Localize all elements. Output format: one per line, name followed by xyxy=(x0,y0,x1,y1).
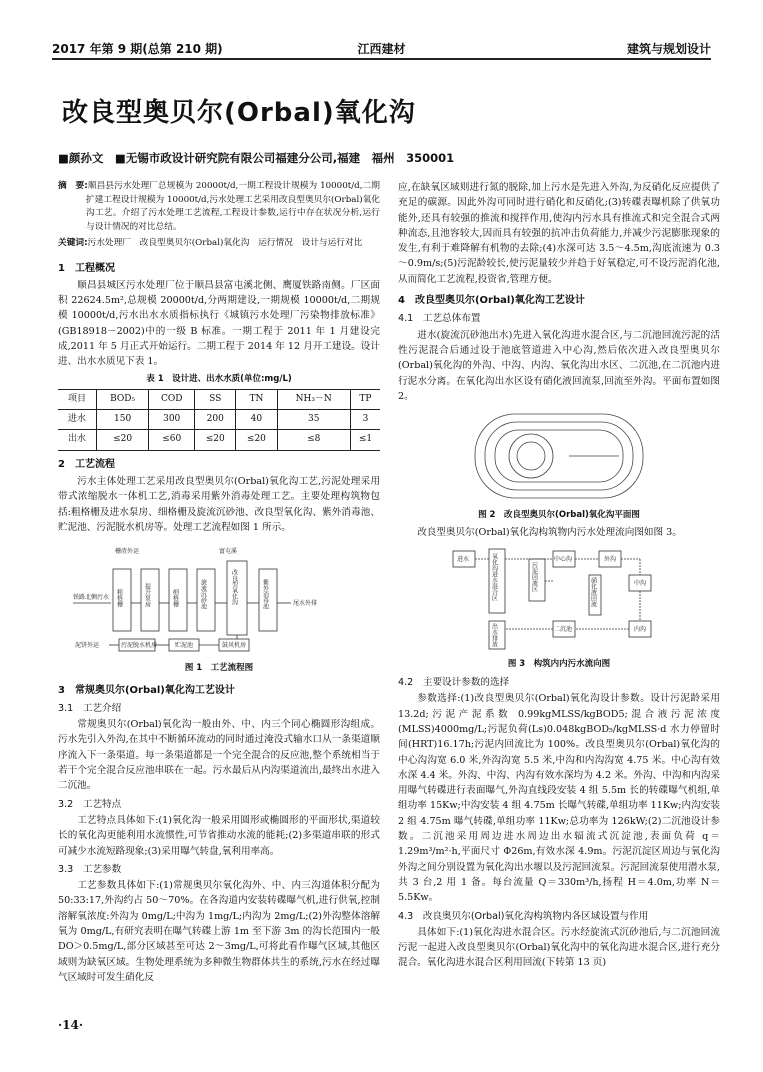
table-header-cell: TP xyxy=(350,389,380,409)
keywords-text: 污水处理厂 改良型奥贝尔(Orbal)氧化沟 运行情况 设计与运行对比 xyxy=(87,238,363,248)
section-1-heading: 1 工程概况 xyxy=(58,262,115,274)
flow-direction-figure xyxy=(449,545,669,653)
section-name: 建筑与规划设计 xyxy=(626,42,711,56)
table-cell: ≤60 xyxy=(149,430,195,450)
table-header-cell: SS xyxy=(195,389,236,409)
flow-box-label: 改良型氧化沟 xyxy=(230,569,238,606)
table-row xyxy=(58,430,380,450)
table-cell: ≤20 xyxy=(236,430,277,450)
abstract-label: 摘 要: xyxy=(58,181,88,191)
section-4-3-heading: 4.3 改良奥贝尔(Orbal)氧化沟构筑物内各区域设置与作用 xyxy=(398,910,649,922)
section-3-3-heading: 3.3 工艺参数 xyxy=(58,863,122,875)
flow-box-label: 细格栅 xyxy=(171,589,179,608)
keywords-label: 关键词: xyxy=(58,238,88,248)
table-header-cell: 项目 xyxy=(58,389,96,409)
flow-node-label: 二沉池 xyxy=(554,625,573,633)
table-cell: 150 xyxy=(96,410,148,430)
table-row xyxy=(58,410,380,430)
flow-node-label: 污泥回流区 xyxy=(530,561,538,592)
flow-box-label: 旋流沉砂池 xyxy=(199,579,207,610)
section-4-2-text: 参数选择:(1)改良型奥贝尔(Orbal)氧化沟设计参数。设计污泥龄采用 13.2d;污泥产泥系数 0.99kgMLSS/kgBOD5;混合液污泥浓度(MLSS)4000mg/L;污泥负荷(Ls)0.048kgBOD₅/kgMLSS·d 水力停留时间(HRT)16.17h;污泥内回流比为 100%。改良型奥贝尔(Orbal)氧化沟的中心沟沟宽 6.0 米,外沟沟宽 5.5 米,中沟和内沟沟宽 4.75 米。中心沟有效水深 4.4 米。外沟、中沟、内沟有效水深均为 4.2 米。外沟、中沟和内沟采用曝气转碟进行表面曝气,外沟直线段安装 4 组 5.5m 长的转碟曝气机组,单组功率 15Kw;中沟安装 4 组 4.75m 长曝气转碟,单组功率 11Kw;内沟安装 2 组 4.75m 曝气转碟,单组功率 11Kw;总功率为 126kW;(2)二沉池设计参数。二沉池采用周边进水周边出水辐流式沉淀池,表面负荷 q＝1.29m³/m²·h,平面尺寸 Φ26m,有效水深 4.9m。污泥沉淀区周边与氧化沟外沟之间分别设置为氧化沟出水堰以及污泥回流泵。污泥回流泵使用潜水泵,共 3 台,2 用 1 备。每台流量 Q＝330m³/h,扬程 H＝4.0m,功率 N＝5.5Kw。 xyxy=(398,693,720,904)
flow-node-label: 中心沟 xyxy=(554,555,573,563)
abstract-text: 顺昌县污水处理厂总规模为 20000t/d,一期工程设计规模为 10000t/d,二期扩建工程设计规模为 10000t/d,污水处理工艺采用改良型奥贝尔(Orbal)氧化沟工艺。介绍了污水处理工艺流程,工程设计参数,运行中存在状况分析,运行与设计情况的对比总结。 xyxy=(86,181,380,232)
section-3-3-text: 工艺参数具体如下:(1)常规奥贝尔氧化沟外、中、内三沟道体积分配为 50:33:17,外沟约占 50～70%。在各沟道内安装转碟曝气机,进行供氧,控制溶解氧浓度:外沟为 0mg/L;中沟为 1mg/L;内沟为 2mg/L;(2)外沟整体溶解氧为 0mg/L,有研究表明在曝气转碟上游 1m 至下游 3m 的沟长范围内一般 DO＞0.5mg/L,部分区域甚至可达 2～3mg/L,可将此看作曝气区域,其他区域则为缺氧区域。生物处理系统为多种微生物群体共生的系统,污水在经过曝气区域时可发生硝化反 xyxy=(58,880,380,983)
figure-3-intro: 改良型奥贝尔(Orbal)氧化沟构筑物内污水处理流向图如图 3。 xyxy=(417,527,682,539)
flow-node-label: 中沟 xyxy=(634,579,647,587)
section-3-3-continued: 应,在缺氧区域则进行氮的脱除,加上污水是先进入外沟,为反硝化反应提供了充足的碳源。因此外沟可同时进行硝化和反硝化;(3)转碟表曝机除了供氧功能外,还具有较强的推流和搅拌作用,使沟内污水具有推流式和完全混合式两种流态,且池容较大,因而具有较强的抗冲击负荷能力,并减少污泥膨胀现象的发生,有利于难降解有机物的去除;(4)水深可达 3.5～4.5m,沟底流速为 0.3～0.9m/s;(5)污泥龄较长,使污泥量较少并趋于好氧稳定,可不设污泥消化池,从而简化工艺流程,投资省,管理方便。 xyxy=(398,182,720,285)
flow-node-label: 内沟 xyxy=(634,625,647,633)
flow-box-label: 贮泥池 xyxy=(175,642,194,650)
flow-label-cake: 泥饼外运 xyxy=(75,642,100,650)
section-4-2-heading: 4.2 主要设计参数的选择 xyxy=(398,677,510,689)
table-header-cell: TN xyxy=(236,389,277,409)
flow-label-in: 铁路北侧污水 xyxy=(73,594,110,602)
table-1 xyxy=(58,389,380,451)
section-3-heading: 3 常规奥贝尔(Orbal)氧化沟工艺设计 xyxy=(58,684,235,696)
flow-box-label: 粗格栅 xyxy=(115,589,123,608)
flow-node-label: 出水排放 xyxy=(490,622,498,647)
flow-box-label: 紫外消毒池 xyxy=(261,579,269,610)
table-cell: 200 xyxy=(195,410,236,430)
section-3-2-heading: 3.2 工艺特点 xyxy=(58,798,122,810)
keywords xyxy=(58,237,380,251)
section-3-2-text: 工艺特点具体如下:(1)氧化沟一般采用圆形或椭圆形的平面形状,渠道较长的氧化沟更能利用水流惯性,可节省推动水流的能耗;(2)多渠道串联的形式可减少水流短路现象;(3)采用曝气转盘,氧利用率高。 xyxy=(58,814,380,857)
flow-node-label: 外沟 xyxy=(604,555,617,563)
ditch-plan-figure xyxy=(469,408,649,504)
table-header-cell: COD xyxy=(149,389,195,409)
author-line: ■颜孙文 ■无锡市政设计研究院有限公司福建分公司,福建 福州 350001 xyxy=(58,151,455,165)
table-cell: ≤1 xyxy=(350,430,380,450)
article-title: 改良型奥贝尔(Orbal)氧化沟 xyxy=(62,98,416,128)
right-column xyxy=(398,180,720,971)
clarifier-circle xyxy=(509,434,553,478)
journal-name: 江西建材 xyxy=(357,42,406,56)
running-header xyxy=(52,36,711,58)
section-4-1-heading: 4.1 工艺总体布置 xyxy=(398,313,481,325)
left-column xyxy=(58,180,380,985)
flow-box-label: 鼓风机房 xyxy=(222,642,247,650)
section-2-heading: 2 工艺流程 xyxy=(58,458,115,470)
table-cell: ≤8 xyxy=(277,430,350,450)
page-number: ·14· xyxy=(58,1018,84,1032)
table-cell: 进水 xyxy=(58,410,96,430)
flow-label-screenings: 栅渣外运 xyxy=(115,548,140,556)
section-4-1-text: 进水(旋流沉砂池出水)先进入氧化沟进水混合区,与二沉池回流污泥的活性污泥混合后通过设于池底管道进入中心沟,然后依次进入改良型奥贝尔(Orbal)氧化沟的外沟、中沟、内沟、氧化沟出水区、二沉池,在二沉池内进行泥水分离。在氧化沟出水区设有硝化液回流泵,回流至外沟。平面布置如图 2。 xyxy=(398,329,720,402)
table-cell: ≤20 xyxy=(195,430,236,450)
section-2-text: 污水主体处理工艺采用改良型奥贝尔(Orbal)氧化沟工艺,污泥处理采用带式浓缩脱水一体机工艺,消毒采用紫外消毒处理工艺。主要处理构筑物包括:粗格栅及进水泵房、细格栅及旋流沉砂池、改良型氧化沟、紫外消毒池、贮泥池、污泥脱水机房等。处理工艺流程如图 1 所示。 xyxy=(58,476,380,533)
abstract xyxy=(58,180,380,234)
section-3-1-text: 常规奥贝尔(Orbal)氧化沟一般由外、中、内三个同心椭圆形沟组成。污水先引入外沟,在其中不断循环流动的同时通过淹没式输水口从一条渠道顺序流入下一条渠道。每一条渠道都是一个完全混合的反应池,整个系统相当于若干个完全混合反应池串联在一起。污水最后从内沟渠道流出,最终出水进入二沉池。 xyxy=(58,719,380,792)
clarifier-inner xyxy=(517,442,545,470)
table-1-caption: 表 1 设计进、出水水质(单位:mg/L) xyxy=(146,373,292,384)
section-4-3-text: 具体如下:(1)氧化沟进水混合区。污水经旋流式沉砂池后,与二沉池回流污泥一起进入改良型奥贝尔(Orbal)氧化沟中的氧化沟进水混合区,进行充分混合。氧化沟进水混合区利用回流(下转第 13 页) xyxy=(398,926,720,969)
flow-label-out: 尾水外排 xyxy=(293,600,318,608)
figure-2-caption: 图 2 改良型奥贝尔(Orbal)氧化沟平面图 xyxy=(478,510,640,521)
table-cell: 300 xyxy=(149,410,195,430)
process-flow-diagram xyxy=(69,539,369,657)
table-cell: 3 xyxy=(350,410,380,430)
section-1-text: 顺昌县城区污水处理厂位于顺昌县富屯溪北侧、鹰厦铁路南侧。厂区面积 22624.5m²,总规模 20000t/d,分两期建设,一期规模 10000t/d,二期规模 10000t/d,污水出水水质指标执行《城镇污水处理厂污染物排放标准》(GB18918－2002)中的一级 B 标准。一期工程于 2011 年 1 月建设完成,2011 年 5 月正式开始运行。二期工程于 2014 年 12 月开工建设。设计进、出水水质见下表 1。 xyxy=(58,279,380,368)
table-header-cell: NH₃－N xyxy=(277,389,350,409)
flow-node-label: 进水 xyxy=(457,555,470,563)
flow-box-label: 提升泵房 xyxy=(143,583,151,608)
header-rule xyxy=(52,58,711,60)
table-header-cell: BOD₅ xyxy=(96,389,148,409)
table-header-row xyxy=(58,389,380,409)
section-3-1-heading: 3.1 工艺介绍 xyxy=(58,702,122,714)
flow-box-label: 污泥脱水机房 xyxy=(121,642,158,650)
table-cell: 35 xyxy=(277,410,350,430)
flow-node-label: 硝化液回流 xyxy=(589,576,597,607)
issue-info: 2017 年第 9 期(总第 210 期) xyxy=(52,42,223,56)
section-4-heading: 4 改良型奥贝尔(Orbal)氧化沟工艺设计 xyxy=(398,295,585,307)
figure-1-caption: 图 1 工艺流程图 xyxy=(184,663,254,674)
table-cell: 出水 xyxy=(58,430,96,450)
table-cell: ≤20 xyxy=(96,430,148,450)
flow-label-river: 富屯溪 xyxy=(219,548,238,556)
table-cell: 40 xyxy=(236,410,277,430)
flow-node-label: 氧化沟进水混合区 xyxy=(490,552,498,601)
figure-3-caption: 图 3 构筑内内污水流向图 xyxy=(507,658,611,669)
